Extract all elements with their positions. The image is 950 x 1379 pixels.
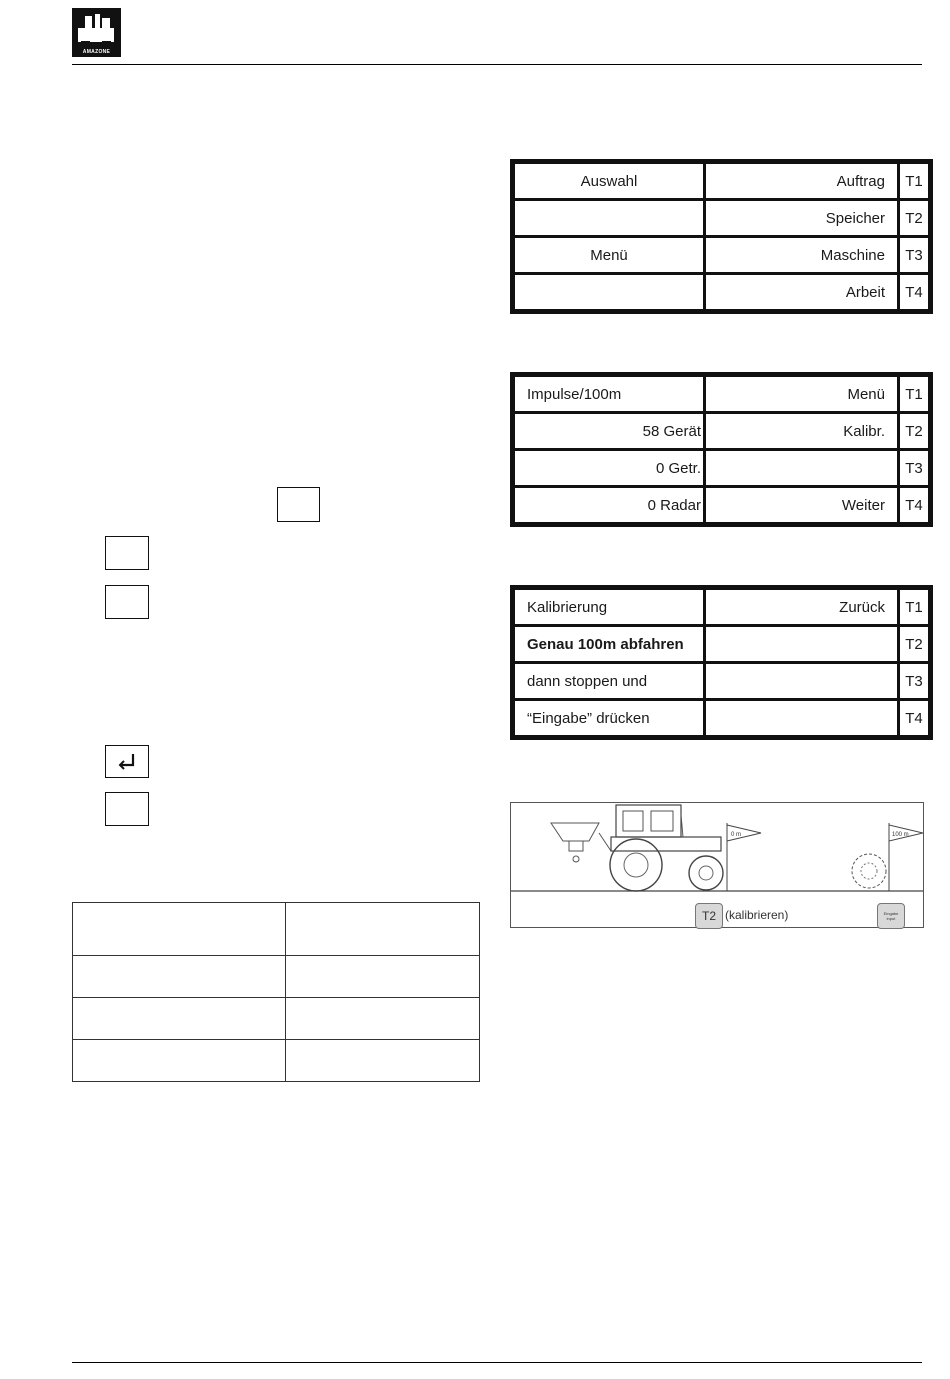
display-cell-right: Maschine <box>706 238 897 272</box>
enter-key-icon[interactable] <box>877 903 905 929</box>
softkey-label[interactable]: T1 <box>900 590 928 624</box>
softkey-label[interactable]: T1 <box>900 377 928 411</box>
display-row <box>515 451 928 485</box>
display-row <box>515 590 928 624</box>
value-table <box>72 902 480 1082</box>
display-row <box>515 275 928 309</box>
display-cell-right <box>706 664 897 698</box>
display-row <box>515 664 928 698</box>
display-row <box>515 164 928 198</box>
logo-text: AMAZONE <box>82 49 111 55</box>
table-row <box>73 998 480 1040</box>
softkey-label[interactable]: T2 <box>900 201 928 235</box>
tractor-icon <box>511 803 923 895</box>
footer-rule <box>72 1362 922 1363</box>
table-cell <box>73 1040 286 1082</box>
softkey-label[interactable]: T1 <box>900 164 928 198</box>
table-cell <box>286 903 480 956</box>
display-cell-right: Menü <box>706 377 897 411</box>
display-cell-left: 58 Gerät <box>515 414 703 448</box>
softkey-label[interactable]: T4 <box>900 275 928 309</box>
key-button[interactable] <box>105 792 149 826</box>
enter-key-sublabel: input <box>886 916 896 921</box>
display-cell-left: 0 Getr. <box>515 451 703 485</box>
header-rule <box>72 64 922 65</box>
display-row <box>515 414 928 448</box>
softkey-label[interactable]: T4 <box>900 488 928 522</box>
table-row <box>73 956 480 998</box>
enter-key-button[interactable] <box>105 745 149 778</box>
calibration-illustration <box>510 802 924 928</box>
display-cell-left: Impulse/100m <box>515 377 703 411</box>
illustration-caption: (kalibrieren) <box>725 908 789 922</box>
display-cell-right: Zurück <box>706 590 897 624</box>
display-impulse <box>510 372 933 527</box>
enter-key-label: Eingabe <box>883 911 899 916</box>
table-cell <box>286 1040 480 1082</box>
softkey-label[interactable]: T4 <box>900 701 928 735</box>
display-calibration <box>510 585 933 740</box>
display-row <box>515 488 928 522</box>
t2-key-icon[interactable]: T2 <box>695 903 723 929</box>
display-cell-right: Auftrag <box>706 164 897 198</box>
display-row <box>515 701 928 735</box>
key-button[interactable] <box>105 585 149 619</box>
table-row <box>73 903 480 956</box>
table-cell <box>73 956 286 998</box>
display-row <box>515 627 928 661</box>
amazone-logo-icon <box>72 8 121 57</box>
table-cell <box>73 903 286 956</box>
display-cell-right: Kalibr. <box>706 414 897 448</box>
flag-start-label: 0 m <box>731 832 742 838</box>
softkey-label[interactable]: T3 <box>900 238 928 272</box>
display-cell-right: Weiter <box>706 488 897 522</box>
display-cell-left: “Eingabe” drücken <box>515 701 703 735</box>
table-cell <box>73 998 286 1040</box>
flag-end-label: 100 m <box>892 832 909 838</box>
display-main-menu <box>510 159 933 314</box>
table-row <box>73 1040 480 1082</box>
display-cell-left: dann stoppen und <box>515 664 703 698</box>
softkey-label[interactable]: T2 <box>900 414 928 448</box>
display-row <box>515 377 928 411</box>
softkey-label[interactable]: T2 <box>900 627 928 661</box>
display-cell-left: Menü <box>515 238 703 272</box>
softkey-label[interactable]: T3 <box>900 451 928 485</box>
key-button[interactable] <box>105 536 149 570</box>
display-cell-left: 0 Radar <box>515 488 703 522</box>
display-cell-right <box>706 451 897 485</box>
display-cell-left <box>515 201 703 235</box>
display-cell-left <box>515 275 703 309</box>
display-cell-left: Auswahl <box>515 164 703 198</box>
softkey-label[interactable]: T3 <box>900 664 928 698</box>
display-cell-right: Speicher <box>706 201 897 235</box>
key-button[interactable] <box>277 487 320 522</box>
display-row <box>515 238 928 272</box>
display-cell-right <box>706 701 897 735</box>
display-cell-right: Arbeit <box>706 275 897 309</box>
display-cell-left: Genau 100m abfahren <box>515 627 703 661</box>
enter-arrow-icon <box>115 752 139 772</box>
table-cell <box>286 956 480 998</box>
display-row <box>515 201 928 235</box>
display-cell-left: Kalibrierung <box>515 590 703 624</box>
display-cell-right <box>706 627 897 661</box>
table-cell <box>286 998 480 1040</box>
